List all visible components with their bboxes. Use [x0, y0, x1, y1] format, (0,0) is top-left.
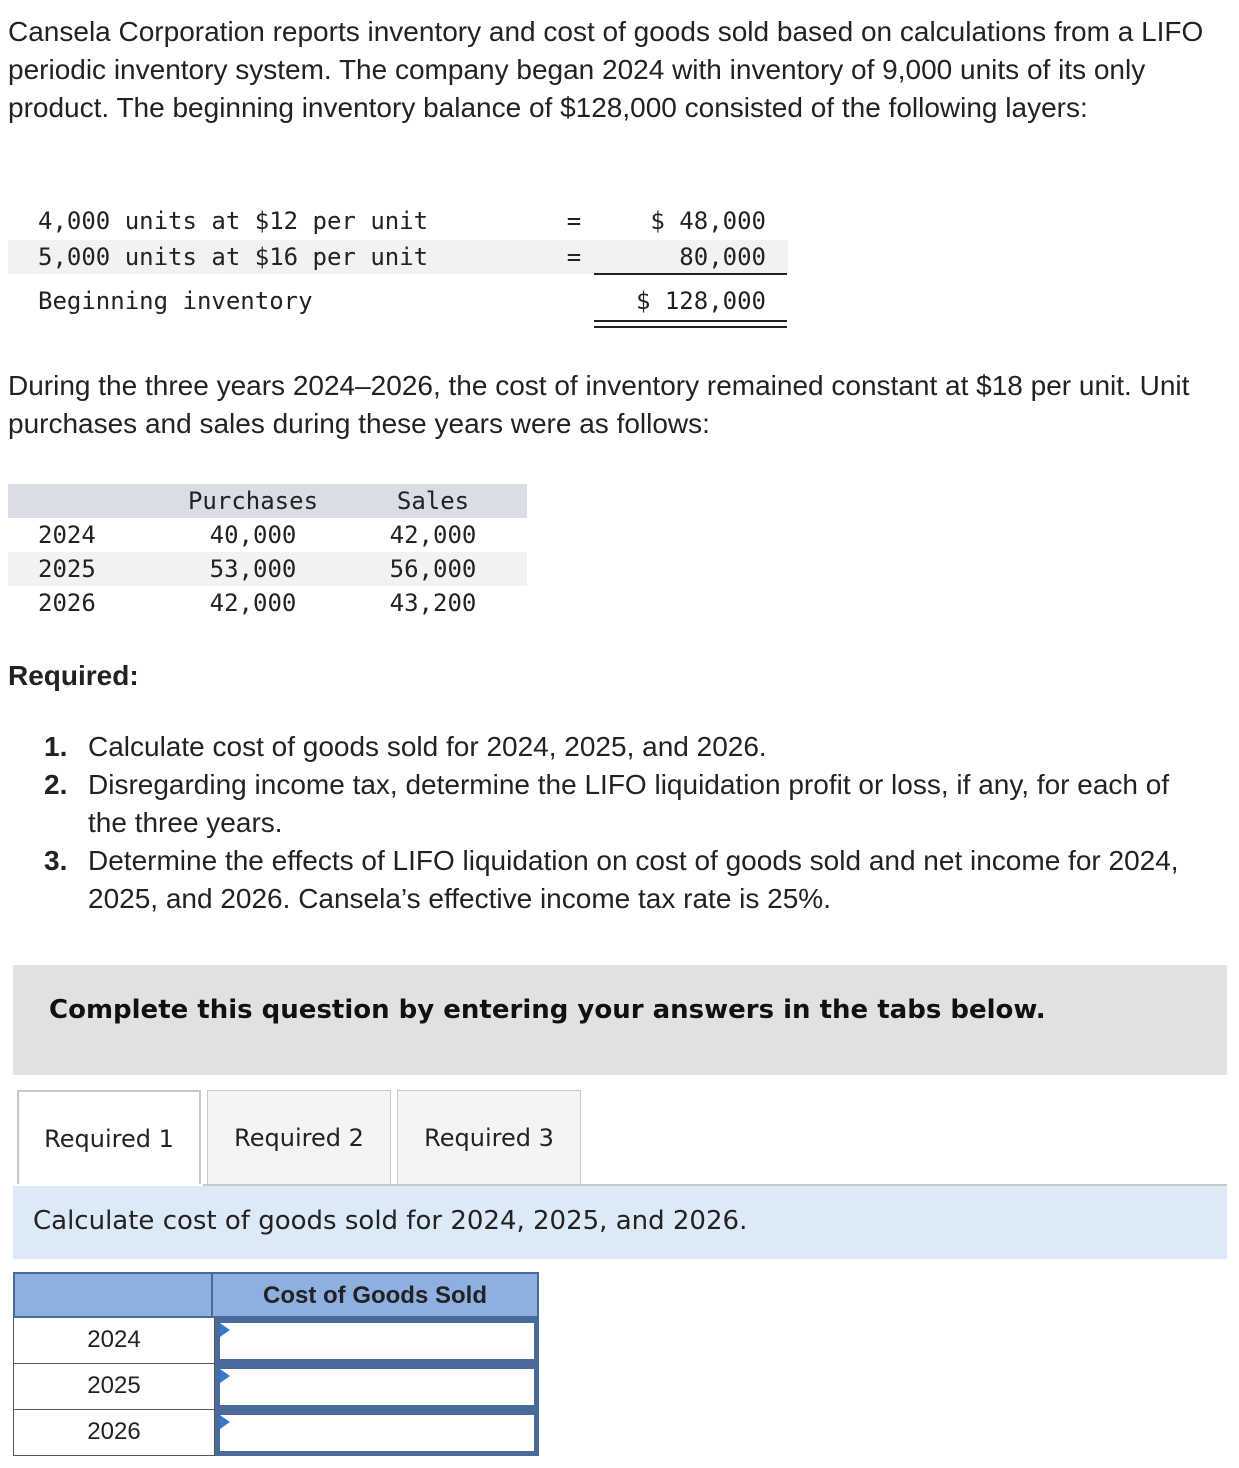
year-label: 2024	[13, 1318, 215, 1364]
instruction-text: Calculate cost of goods sold for 2024, 2025, and 2026.	[33, 1206, 748, 1236]
column-header-cogs: Cost of Goods Sold	[213, 1272, 539, 1318]
sales-cell: 42,000	[389, 521, 477, 549]
table-row	[8, 552, 527, 586]
layer-desc: 5,000 units at $16 per unit	[38, 243, 429, 271]
cogs-answer-table	[13, 1272, 539, 1458]
input-marker-icon	[220, 1323, 230, 1337]
input-marker-icon	[220, 1415, 230, 1429]
layer-amount: 80,000	[679, 243, 766, 271]
table-row	[8, 586, 527, 620]
list-item	[44, 728, 1214, 766]
middle-paragraph: During the three years 2024–2026, the cost of inventory remained constant at $18 per unit. Unit purchases and sales during these years were as follows:	[8, 370, 1190, 439]
column-header-sales: Sales	[396, 487, 470, 515]
total-double-underline	[594, 320, 787, 328]
item-text: Determine the effects of LIFO liquidation on cost of goods sold and net income for 2024, 2025, and 2026. Cansela’s effective income tax rate is 25%.	[88, 845, 1179, 914]
cogs-2025-cell	[215, 1364, 539, 1410]
banner-text: Complete this question by entering your answers in the tabs below.	[49, 995, 1046, 1025]
subtotal-underline	[594, 273, 787, 275]
year-label: 2025	[13, 1364, 215, 1410]
layer-row	[8, 204, 788, 238]
year-cell: 2025	[38, 555, 96, 583]
tab-instruction	[13, 1186, 1227, 1259]
instruction-banner	[13, 965, 1227, 1075]
column-header-purchases: Purchases	[187, 487, 319, 515]
purchases-cell: 40,000	[209, 521, 297, 549]
tab-required-3[interactable]: Required 3	[397, 1090, 581, 1184]
tab-required-1[interactable]: Required 1	[17, 1090, 201, 1184]
item-number: 3.	[44, 845, 68, 876]
cogs-2024-input[interactable]	[218, 1321, 536, 1361]
requirements-list	[44, 728, 1214, 918]
tab-required-2[interactable]: Required 2	[207, 1090, 391, 1184]
input-marker-icon	[220, 1369, 230, 1383]
cogs-2026-cell	[215, 1410, 539, 1456]
layer-amount: $ 48,000	[650, 207, 766, 235]
intro-paragraph: Cansela Corporation reports inventory and cost of goods sold based on calculations from a LIFO periodic inventory system. The company began 2024 with inventory of 9,000 units of its only product. The beginning inventory balance of $128,000 consisted of the following layers:	[8, 16, 1204, 123]
purchases-cell: 53,000	[209, 555, 297, 583]
cogs-2024-cell	[215, 1318, 539, 1364]
equals-sign: =	[566, 243, 582, 271]
item-text: Calculate cost of goods sold for 2024, 2025, and 2026.	[88, 731, 767, 762]
beginning-label: Beginning inventory	[38, 287, 313, 315]
table-row	[8, 518, 527, 552]
year-label: 2026	[13, 1410, 215, 1456]
sales-cell: 43,200	[389, 589, 477, 617]
equals-sign: =	[566, 207, 582, 235]
header-blank-cell	[13, 1272, 213, 1318]
year-cell: 2026	[38, 589, 96, 617]
sales-cell: 56,000	[389, 555, 477, 583]
layer-row	[8, 240, 788, 274]
beginning-inventory-row	[8, 284, 788, 318]
cogs-2025-input[interactable]	[218, 1367, 536, 1407]
year-cell: 2024	[38, 521, 96, 549]
purchases-cell: 42,000	[209, 589, 297, 617]
list-item	[44, 842, 1214, 918]
item-number: 1.	[44, 731, 68, 762]
cogs-2026-input[interactable]	[218, 1413, 536, 1453]
list-item	[44, 766, 1214, 842]
table-header	[8, 484, 527, 518]
item-text: Disregarding income tax, determine the LIFO liquidation profit or loss, if any, for each of the three years.	[88, 769, 1170, 838]
required-heading: Required:	[8, 660, 139, 691]
layer-desc: 4,000 units at $12 per unit	[38, 207, 429, 235]
item-number: 2.	[44, 769, 68, 800]
beginning-amount: $ 128,000	[635, 287, 766, 315]
